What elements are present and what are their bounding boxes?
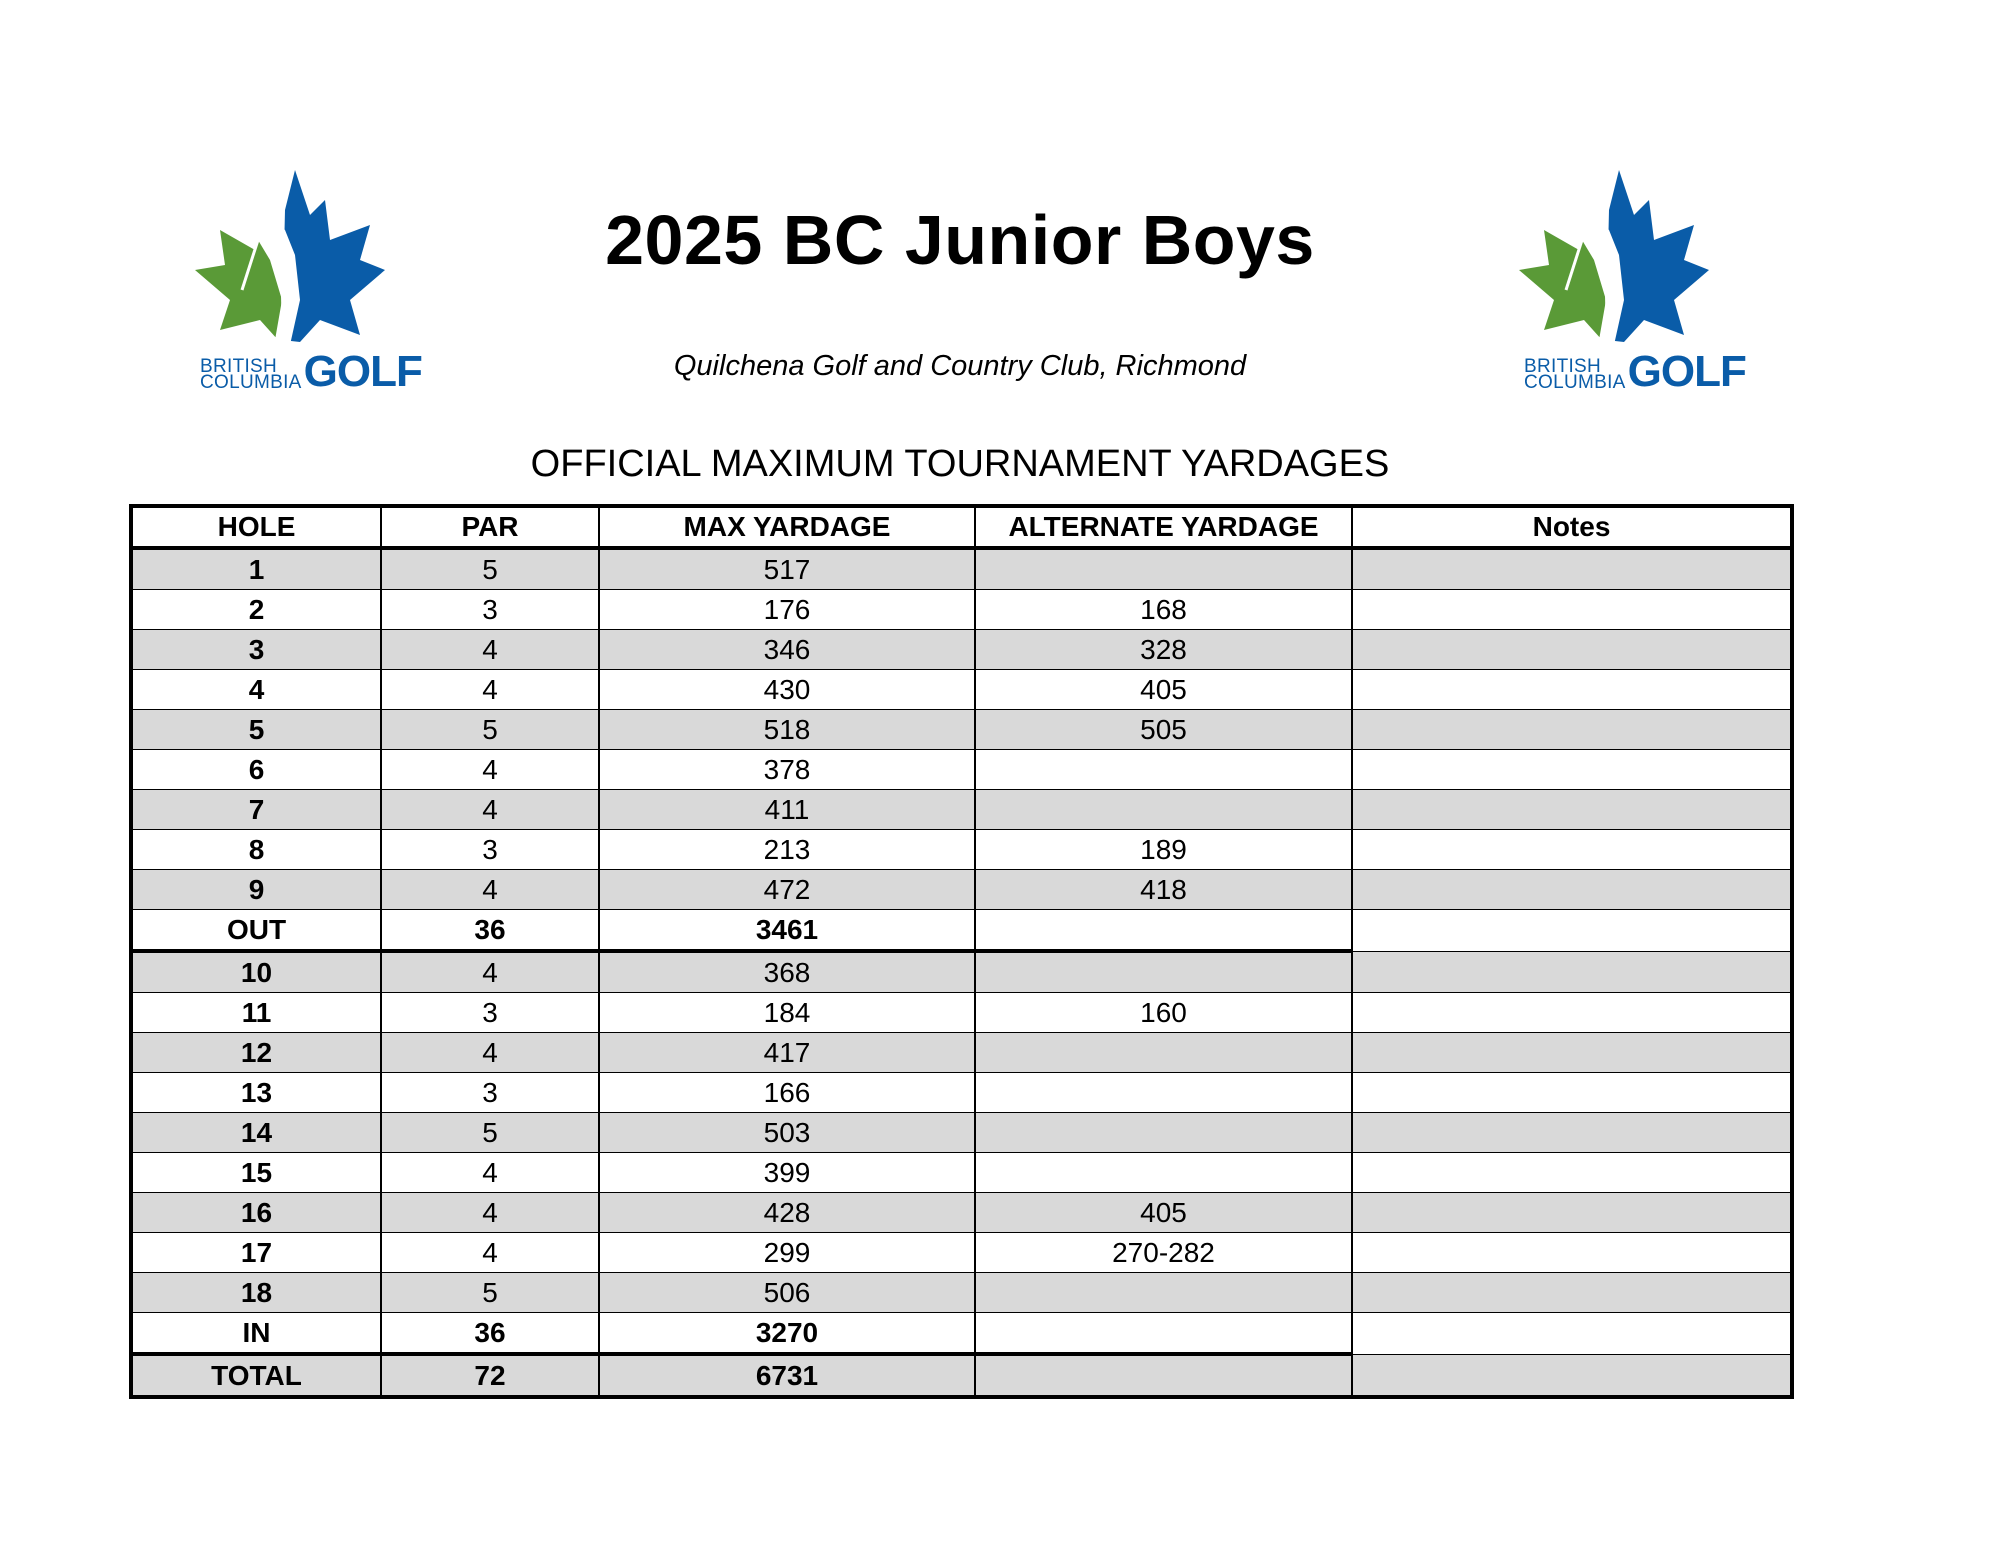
max-yardage-cell: 517 <box>599 548 975 590</box>
par-cell: 4 <box>381 670 599 710</box>
par-cell: 72 <box>381 1354 599 1397</box>
hole-cell: 9 <box>131 870 381 910</box>
notes-cell <box>1352 1273 1792 1313</box>
max-yardage-cell: 417 <box>599 1033 975 1073</box>
hole-cell: 18 <box>131 1273 381 1313</box>
table-row <box>131 750 1792 790</box>
hole-cell: 7 <box>131 790 381 830</box>
table-row <box>131 590 1792 630</box>
notes-cell <box>1352 830 1792 870</box>
alternate-yardage-cell <box>975 1033 1352 1073</box>
table-row <box>131 1113 1792 1153</box>
table-row <box>131 548 1792 590</box>
hole-cell: TOTAL <box>131 1354 381 1397</box>
table-row <box>131 870 1792 910</box>
alternate-yardage-cell <box>975 1273 1352 1313</box>
hole-cell: 11 <box>131 993 381 1033</box>
par-cell: 4 <box>381 630 599 670</box>
hole-cell: 16 <box>131 1193 381 1233</box>
alternate-yardage-cell <box>975 1113 1352 1153</box>
hole-cell: 13 <box>131 1073 381 1113</box>
max-yardage-cell: 518 <box>599 710 975 750</box>
alternate-yardage-cell <box>975 790 1352 830</box>
header-par: PAR <box>381 506 599 548</box>
alternate-yardage-cell: 405 <box>975 1193 1352 1233</box>
notes-cell <box>1352 993 1792 1033</box>
max-yardage-cell: 411 <box>599 790 975 830</box>
table-row <box>131 1193 1792 1233</box>
header-notes: Notes <box>1352 506 1792 548</box>
par-cell: 5 <box>381 548 599 590</box>
table-summary-row <box>131 1354 1792 1397</box>
max-yardage-cell: 176 <box>599 590 975 630</box>
hole-cell: 2 <box>131 590 381 630</box>
page-title: 2025 BC Junior Boys <box>605 201 1315 279</box>
table-header-row <box>131 506 1792 548</box>
par-cell: 3 <box>381 830 599 870</box>
table-row <box>131 1033 1792 1073</box>
par-cell: 3 <box>381 1073 599 1113</box>
alternate-yardage-cell <box>975 1153 1352 1193</box>
notes-cell <box>1352 1233 1792 1273</box>
table-summary-row <box>131 1313 1792 1355</box>
max-yardage-cell: 346 <box>599 630 975 670</box>
alternate-yardage-cell <box>975 910 1352 952</box>
notes-cell <box>1352 951 1792 993</box>
section-heading: OFFICIAL MAXIMUM TOURNAMENT YARDAGES <box>530 443 1390 485</box>
alternate-yardage-cell: 189 <box>975 830 1352 870</box>
notes-cell <box>1352 910 1792 952</box>
par-cell: 3 <box>381 590 599 630</box>
table-row <box>131 1153 1792 1193</box>
par-cell: 36 <box>381 910 599 952</box>
par-cell: 4 <box>381 870 599 910</box>
logo-line1: BRITISH <box>1524 356 1602 377</box>
alternate-yardage-cell: 160 <box>975 993 1352 1033</box>
notes-cell <box>1352 1033 1792 1073</box>
par-cell: 5 <box>381 1273 599 1313</box>
max-yardage-cell: 213 <box>599 830 975 870</box>
par-cell: 5 <box>381 1113 599 1153</box>
header-max-yardage: MAX YARDAGE <box>599 506 975 548</box>
notes-cell <box>1352 670 1792 710</box>
max-yardage-cell: 184 <box>599 993 975 1033</box>
hole-cell: 5 <box>131 710 381 750</box>
hole-cell: 12 <box>131 1033 381 1073</box>
hole-cell: 6 <box>131 750 381 790</box>
hole-cell: OUT <box>131 910 381 952</box>
table-row <box>131 630 1792 670</box>
yardage-table <box>129 504 1794 1399</box>
header-alternate-yardage: ALTERNATE YARDAGE <box>975 506 1352 548</box>
max-yardage-cell: 6731 <box>599 1354 975 1397</box>
par-cell: 4 <box>381 1233 599 1273</box>
notes-cell <box>1352 1153 1792 1193</box>
notes-cell <box>1352 710 1792 750</box>
hole-cell: 8 <box>131 830 381 870</box>
hole-cell: 4 <box>131 670 381 710</box>
hole-cell: 10 <box>131 951 381 993</box>
par-cell: 4 <box>381 1193 599 1233</box>
hole-cell: 14 <box>131 1113 381 1153</box>
alternate-yardage-cell: 270-282 <box>975 1233 1352 1273</box>
max-yardage-cell: 430 <box>599 670 975 710</box>
alternate-yardage-cell <box>975 951 1352 993</box>
notes-cell <box>1352 1113 1792 1153</box>
alternate-yardage-cell: 418 <box>975 870 1352 910</box>
par-cell: 4 <box>381 1033 599 1073</box>
par-cell: 4 <box>381 790 599 830</box>
max-yardage-cell: 3270 <box>599 1313 975 1355</box>
max-yardage-cell: 378 <box>599 750 975 790</box>
table-row <box>131 790 1792 830</box>
hole-cell: 17 <box>131 1233 381 1273</box>
par-cell: 36 <box>381 1313 599 1355</box>
alternate-yardage-cell: 405 <box>975 670 1352 710</box>
logo-line2: COLUMBIA <box>1524 372 1626 393</box>
table-summary-row <box>131 910 1792 952</box>
alternate-yardage-cell <box>975 1073 1352 1113</box>
notes-cell <box>1352 790 1792 830</box>
par-cell: 5 <box>381 710 599 750</box>
max-yardage-cell: 428 <box>599 1193 975 1233</box>
par-cell: 4 <box>381 951 599 993</box>
table-row <box>131 670 1792 710</box>
notes-cell <box>1352 630 1792 670</box>
notes-cell <box>1352 870 1792 910</box>
logo-word: GOLF <box>1627 347 1746 396</box>
alternate-yardage-cell: 328 <box>975 630 1352 670</box>
venue-subtitle: Quilchena Golf and Country Club, Richmond <box>673 350 1247 382</box>
hole-cell: 1 <box>131 548 381 590</box>
table-row <box>131 830 1792 870</box>
par-cell: 4 <box>381 1153 599 1193</box>
hole-cell: 3 <box>131 630 381 670</box>
notes-cell <box>1352 1073 1792 1113</box>
table-row <box>131 951 1792 993</box>
table-row <box>131 993 1792 1033</box>
alternate-yardage-cell: 505 <box>975 710 1352 750</box>
logo-word: GOLF <box>303 347 422 396</box>
notes-cell <box>1352 590 1792 630</box>
logo-line1: BRITISH <box>200 356 278 377</box>
table-row <box>131 1273 1792 1313</box>
max-yardage-cell: 3461 <box>599 910 975 952</box>
max-yardage-cell: 472 <box>599 870 975 910</box>
max-yardage-cell: 368 <box>599 951 975 993</box>
max-yardage-cell: 399 <box>599 1153 975 1193</box>
header-hole: HOLE <box>131 506 381 548</box>
par-cell: 4 <box>381 750 599 790</box>
max-yardage-cell: 299 <box>599 1233 975 1273</box>
table-row <box>131 710 1792 750</box>
max-yardage-cell: 166 <box>599 1073 975 1113</box>
logo-line2: COLUMBIA <box>200 372 302 393</box>
alternate-yardage-cell <box>975 750 1352 790</box>
notes-cell <box>1352 1354 1792 1397</box>
max-yardage-cell: 506 <box>599 1273 975 1313</box>
alternate-yardage-cell <box>975 1313 1352 1355</box>
hole-cell: 15 <box>131 1153 381 1193</box>
par-cell: 3 <box>381 993 599 1033</box>
alternate-yardage-cell <box>975 548 1352 590</box>
hole-cell: IN <box>131 1313 381 1355</box>
notes-cell <box>1352 1313 1792 1355</box>
alternate-yardage-cell <box>975 1354 1352 1397</box>
notes-cell <box>1352 750 1792 790</box>
max-yardage-cell: 503 <box>599 1113 975 1153</box>
notes-cell <box>1352 548 1792 590</box>
notes-cell <box>1352 1193 1792 1233</box>
table-row <box>131 1233 1792 1273</box>
table-row <box>131 1073 1792 1113</box>
alternate-yardage-cell: 168 <box>975 590 1352 630</box>
